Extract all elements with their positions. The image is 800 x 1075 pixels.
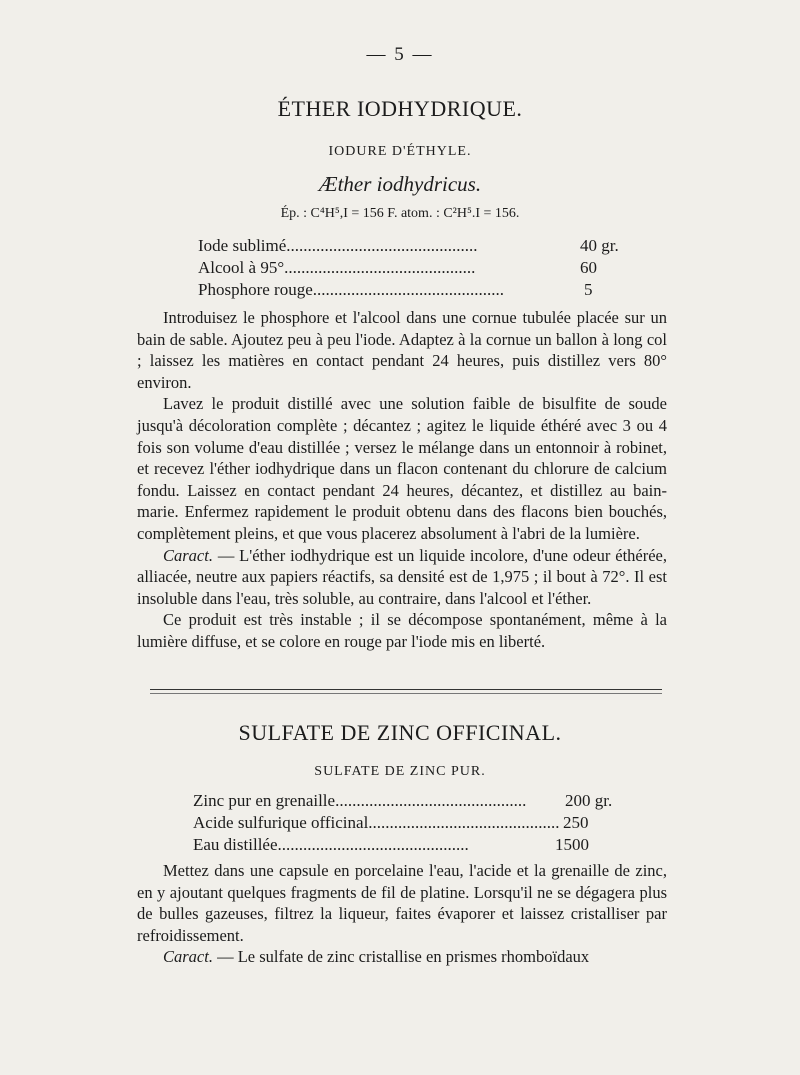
ingredient-qty: 250 <box>563 813 589 832</box>
recipe-row <box>193 812 623 834</box>
recipe-row <box>198 279 608 301</box>
ingredient-name: Eau distillée............................................. <box>193 835 469 854</box>
ingredient-qty: 60 <box>580 258 597 277</box>
section-subtitle-iodure: IODURE D'ÉTHYLE. <box>328 144 472 159</box>
section-divider-thin <box>150 693 662 694</box>
recipe-row <box>198 235 619 257</box>
ingredient-qty: 40 gr. <box>580 236 619 255</box>
ingredient-name: Alcool à 95°............................................. <box>198 258 476 277</box>
ingredient-name: Zinc pur en grenaille............................................. <box>193 791 527 810</box>
page-number: — 5 — <box>366 44 434 65</box>
ingredient-qty: 1500 <box>555 835 589 854</box>
paragraph: Introduisez le phosphore et l'alcool dans une cornue tubulée placée sur un bain de sable. Ajoutez peu à peu l'iode. Adaptez à la cornue un ballon à long col ; laissez les matières en contact pendant 24 heures, puis distillez vers 80° environ. <box>137 308 667 392</box>
formula-line: Ép. : C⁴H⁵,I = 156 F. atom. : C²H⁵.I = 156. <box>280 206 520 221</box>
ingredient-name: Phosphore rouge............................................. <box>198 280 504 299</box>
recipe-row <box>193 834 623 856</box>
section-divider <box>150 689 662 690</box>
paragraph: Lavez le produit distillé avec une solution faible de bisulfite de soude jusqu'à décoloration complète ; décantez ; agitez le liquide éthéré avec 3 ou 4 fois son volume d'eau distillée ; versez le mélange dans un entonnoir à robinet, et recevez l'éther iodhydrique dans un flacon contenant du chlorure de calcium fondu. Laissez en contact pendant 24 heures, décantez, et distillez au bain-marie. Enfermez rapidement le produit obtenu dans des flacons bien bouchés, complètement pleins, et que vous placerez absolument à l'abri de la lumière. <box>137 394 667 543</box>
ingredient-qty: 200 gr. <box>565 791 613 810</box>
section-title-sulfate: SULFATE DE ZINC OFFICINAL. <box>238 720 562 745</box>
section-title-ether: ÉTHER IODHYDRIQUE. <box>277 96 523 121</box>
ingredient-name: Acide sulfurique officinal............................................. <box>193 813 560 832</box>
ingredient-qty: 5 <box>584 280 593 299</box>
caract-paragraph <box>137 946 667 968</box>
paragraph: Mettez dans une capsule en porcelaine l'eau, l'acide et la grenaille de zinc, en y ajoutant quelques fragments de fil de platine. Lorsqu'il ne se dégagera plus de bulles gazeuses, filtrez la liqueur, faites évaporer et laissez cristalliser par refroidissement. <box>137 861 667 945</box>
caract-text: — L'éther iodhydrique est un liquide incolore, d'une odeur éthérée, alliacée, neutre aux papiers réactifs, sa densité est de 1,975 ; il bout à 72°. Il est insoluble dans l'eau, très soluble, au contraire, dans l'alcool et l'éther. <box>137 545 667 608</box>
sulfate-body <box>137 860 667 968</box>
section-subtitle-sulfate: SULFATE DE ZINC PUR. <box>314 764 486 779</box>
recipe-row <box>198 257 608 279</box>
ingredient-name: Iode sublimé............................................. <box>198 236 478 255</box>
caract-label: Caract. <box>163 545 213 565</box>
caract-paragraph <box>137 545 667 610</box>
recipe-sulfate <box>193 790 623 856</box>
caract-text: — Le sulfate de zinc cristallise en prismes rhomboïdaux <box>212 947 590 967</box>
caract-label: Caract. <box>163 947 213 967</box>
ether-body <box>137 307 667 653</box>
latin-name: Æther iodhydricus. <box>318 172 482 196</box>
recipe-ether <box>198 235 619 301</box>
paragraph: Ce produit est très instable ; il se décompose spontanément, même à la lumière diffuse, et se colore en rouge par l'iode mis en liberté. <box>137 610 667 651</box>
recipe-row <box>193 790 623 812</box>
